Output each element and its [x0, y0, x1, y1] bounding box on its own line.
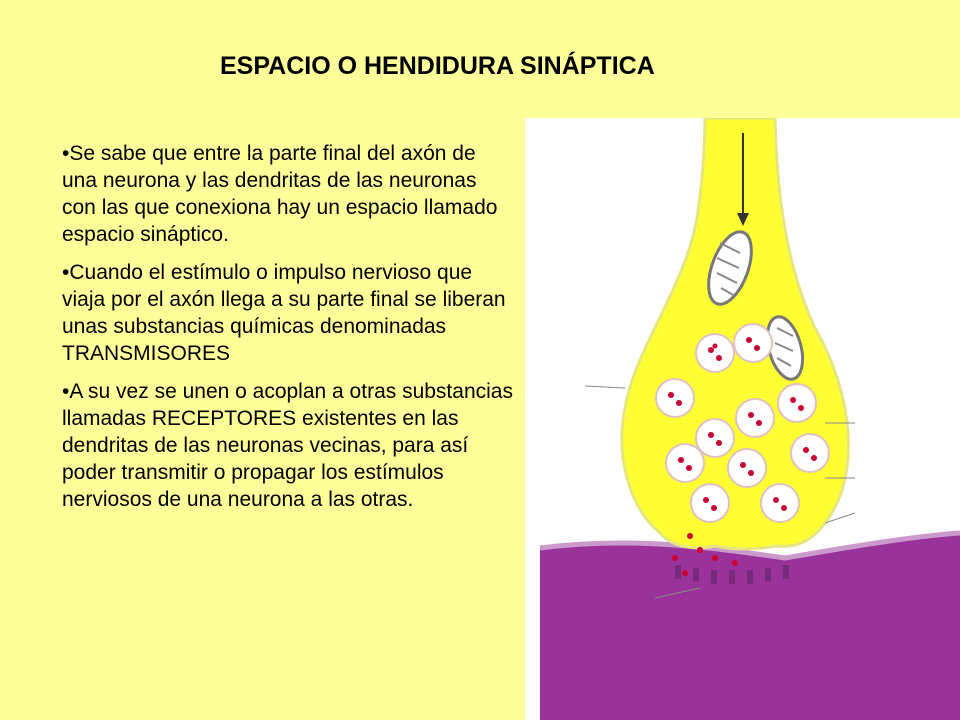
postsynaptic-neuron	[540, 533, 960, 720]
bullet-text: Se sabe que entre la parte final del axón de una neurona y las dendritas de las neuronas con las que conexiona hay un espacio llamado espacio sináptico.	[62, 142, 498, 246]
bullet-list	[62, 140, 514, 524]
bullet-item	[62, 378, 514, 513]
bullet-item	[62, 140, 514, 248]
bullet-text: Cuando el estímulo o impulso nervioso que viaja por el axón llega a su parte final se liberan unas substancias químicas denominadas TRANSMISORES	[62, 261, 506, 365]
slide-title: ESPACIO O HENDIDURA SINÁPTICA	[220, 52, 655, 80]
synapse-diagram	[525, 118, 960, 720]
presynaptic-terminal	[622, 118, 848, 549]
bullet-text: A su vez se unen o acoplan a otras substancias llamadas RECEPTORES existentes en las dendritas de las neuronas vecinas, para así poder transmitir o propagar los estímulos nerviosos de una neurona a las otras.	[62, 380, 513, 511]
bullet-item	[62, 259, 514, 367]
synapse-illustration	[525, 118, 960, 720]
